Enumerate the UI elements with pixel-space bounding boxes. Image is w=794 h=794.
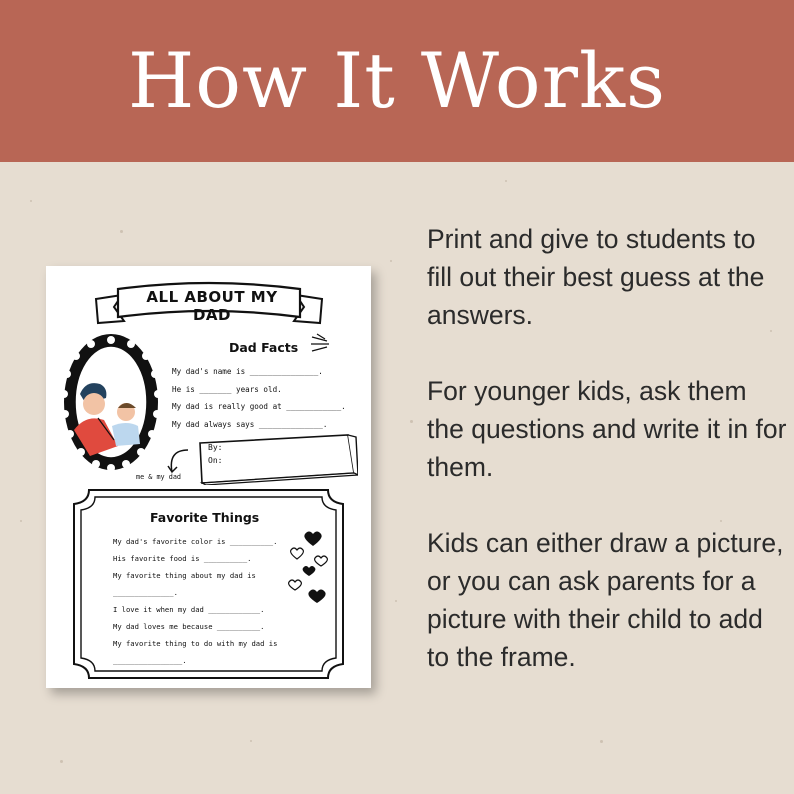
instructions	[427, 220, 787, 714]
instruction-younger-kids: For younger kids, ask them the questions and write it in for them.	[427, 376, 787, 482]
fact-line: He is _______ years old.	[172, 384, 282, 394]
signature-fields	[208, 441, 222, 467]
favorite-line: My dad loves me because __________.	[113, 622, 265, 631]
instruction-print: Print and give to students to fill out their best guess at the answers.	[427, 224, 765, 330]
fact-line: My dad is really good at ____________.	[172, 402, 346, 412]
on-label: On:	[208, 456, 223, 465]
header-banner	[0, 0, 794, 162]
photo-frame	[56, 328, 166, 478]
dad-facts-heading: Dad Facts	[229, 340, 299, 355]
favorite-line: My favorite thing about my dad is	[113, 571, 256, 580]
worksheet-preview	[46, 266, 371, 688]
instruction-picture: Kids can either draw a picture, or you can ask parents for a picture with their child to add to the frame.	[427, 528, 784, 672]
favorite-things-heading: Favorite Things	[150, 510, 260, 525]
curved-arrow-icon	[164, 446, 194, 476]
favorite-line: My favorite thing to do with my dad is	[113, 639, 278, 648]
favorite-line: ________________.	[113, 656, 187, 665]
hearts-icon	[283, 528, 333, 608]
burst-lines-icon	[307, 332, 331, 356]
favorite-line: I love it when my dad ____________.	[113, 605, 265, 614]
favorite-line: His favorite food is __________.	[113, 554, 252, 563]
fact-line: My dad always says ______________.	[172, 419, 328, 429]
favorite-line: ______________.	[113, 588, 178, 597]
by-label: By:	[208, 443, 223, 452]
favorite-line: My dad's favorite color is __________.	[113, 537, 278, 546]
worksheet-title: ALL ABOUT MY DAD	[146, 288, 278, 324]
favorite-things-list	[113, 533, 277, 669]
dad-facts-list	[172, 363, 346, 433]
page-title: How It Works	[127, 36, 667, 125]
fact-line: My dad's name is _______________.	[172, 367, 323, 376]
photo-caption: me & my dad	[136, 473, 182, 481]
